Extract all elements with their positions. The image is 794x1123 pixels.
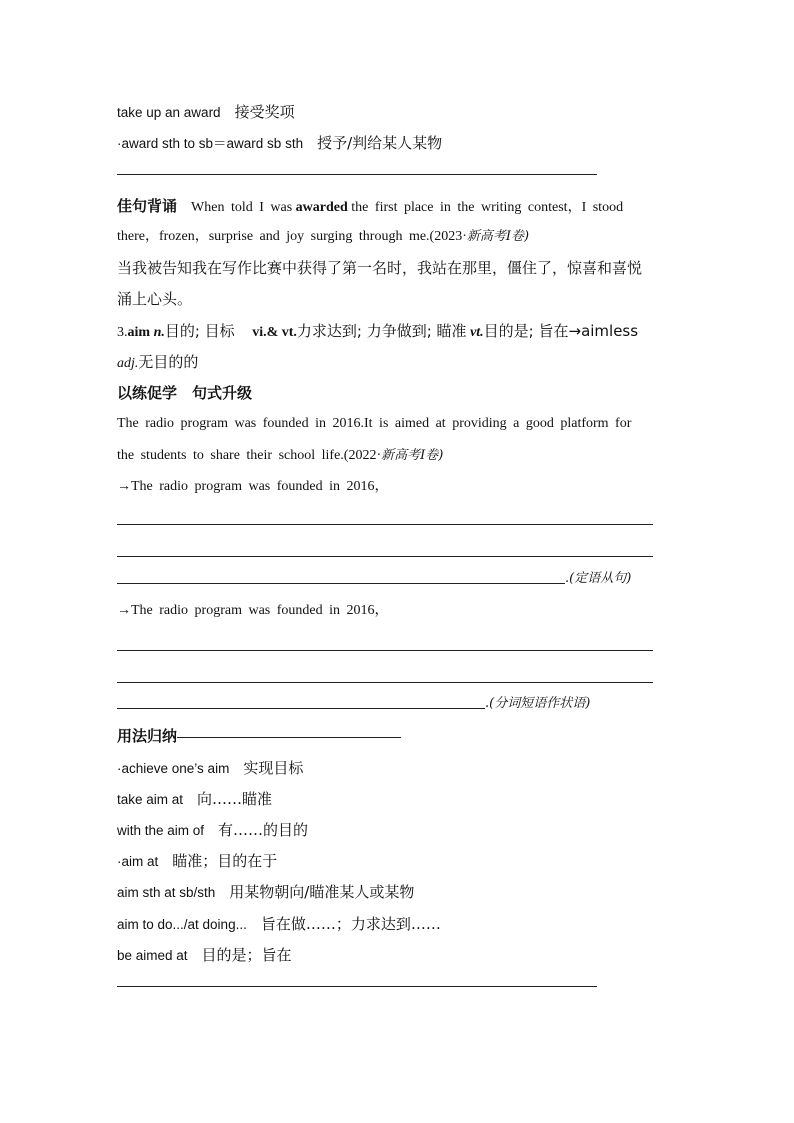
usage-meaning: 接受奖项 bbox=[234, 103, 295, 121]
translation-text: 当我被告知我在写作比赛中获得了第一名时，我站在那里，僵住了，惊喜和喜悦 bbox=[117, 259, 643, 277]
usage-summary-title: 用法归纳 bbox=[117, 727, 178, 745]
sentence-translation bbox=[117, 289, 192, 311]
definition: 目的是; 旨在→aimless bbox=[483, 322, 639, 340]
heading-rule bbox=[177, 737, 401, 738]
sentence-translation bbox=[117, 258, 642, 280]
usage-meaning: 旨在做……；力求达到…… bbox=[260, 915, 441, 933]
rewrite-prompt-2 bbox=[117, 601, 389, 621]
answer-line-with-note bbox=[117, 569, 631, 589]
sentence-text: there，frozen，surprise and joy surging through me.(2023· bbox=[117, 229, 467, 244]
source-note: 新高考Ⅰ卷) bbox=[381, 448, 444, 463]
grammar-note: .(定语从句) bbox=[565, 571, 632, 586]
usage-phrase: ·achieve one’s aim bbox=[117, 761, 230, 776]
part-of-speech: vt. bbox=[470, 325, 484, 340]
usage-item bbox=[117, 758, 303, 780]
usage-meaning: 向……瞄准 bbox=[197, 790, 273, 808]
usage-phrase: be aimed at bbox=[117, 948, 188, 963]
usage-phrase: take aim at bbox=[117, 792, 184, 807]
answer-blank[interactable] bbox=[117, 694, 485, 709]
practice-text: the students to share their school life.(2022· bbox=[117, 448, 382, 463]
usage-item bbox=[117, 102, 295, 124]
usage-meaning: 瞄准；目的在于 bbox=[172, 852, 278, 870]
answer-line[interactable] bbox=[117, 682, 653, 683]
usage-item bbox=[117, 914, 441, 936]
usage-phrase: ·award sth to sb＝award sb sth bbox=[117, 136, 304, 151]
grammar-note: .(分词短语作状语) bbox=[485, 696, 591, 711]
practice-label: 以练促学 句式升级 bbox=[117, 384, 253, 402]
usage-phrase: with the aim of bbox=[117, 823, 205, 838]
usage-item bbox=[117, 851, 277, 873]
usage-phrase: take up an award bbox=[117, 105, 221, 120]
practice-sentence bbox=[117, 414, 631, 434]
rewrite-prompt-1 bbox=[117, 477, 389, 497]
usage-summary-heading bbox=[117, 726, 401, 748]
entry-number: 3. bbox=[117, 325, 128, 340]
practice-heading bbox=[117, 383, 252, 405]
usage-meaning: 有……的目的 bbox=[218, 821, 309, 839]
source-note: 新高考Ⅰ卷) bbox=[466, 229, 530, 244]
prompt-text: →The radio program was founded in 2016， bbox=[117, 603, 389, 618]
highlight-word: awarded bbox=[295, 200, 348, 215]
sentence-line-1 bbox=[117, 196, 677, 218]
usage-item bbox=[117, 133, 442, 155]
answer-line-with-note bbox=[117, 694, 590, 714]
usage-item bbox=[117, 945, 292, 967]
usage-meaning: 目的是；旨在 bbox=[201, 946, 292, 964]
headword: aim bbox=[127, 325, 151, 340]
vocab-entry-aim bbox=[117, 321, 638, 343]
usage-phrase: aim to do.../at doing... bbox=[117, 917, 247, 932]
usage-item bbox=[117, 789, 272, 811]
usage-item bbox=[117, 882, 414, 904]
definition: 力求达到; 力争做到; 瞄准 bbox=[296, 322, 467, 340]
practice-sentence bbox=[117, 446, 443, 466]
part-of-speech: adj. bbox=[117, 356, 139, 371]
sentence-text: the first place in the writing contest，I stood bbox=[351, 200, 624, 215]
prompt-text: →The radio program was founded in 2016， bbox=[117, 479, 389, 494]
definition: 无目的的 bbox=[138, 353, 199, 371]
answer-line[interactable] bbox=[117, 650, 653, 651]
answer-line[interactable] bbox=[117, 556, 653, 557]
translation-text: 涌上心头。 bbox=[117, 290, 193, 308]
sentence-text: When told I was bbox=[191, 200, 293, 215]
usage-meaning: 实现目标 bbox=[243, 759, 304, 777]
usage-meaning: 授予/判给某人某物 bbox=[317, 134, 443, 152]
answer-line[interactable] bbox=[117, 524, 653, 525]
usage-meaning: 用某物朝向/瞄准某人或某物 bbox=[229, 883, 415, 901]
usage-phrase: aim sth at sb/sth bbox=[117, 885, 216, 900]
section-divider bbox=[117, 174, 597, 175]
sentence-label: 佳句背诵 bbox=[117, 197, 178, 215]
part-of-speech: n. bbox=[153, 325, 165, 340]
sentence-line-2 bbox=[117, 227, 529, 247]
usage-phrase: ·aim at bbox=[117, 854, 159, 869]
practice-text: The radio program was founded in 2016.It is aimed at providing a good platform for bbox=[117, 416, 632, 431]
answer-blank[interactable] bbox=[117, 569, 565, 584]
usage-item bbox=[117, 820, 308, 842]
definition: 目的; 目标 bbox=[164, 322, 235, 340]
section-divider bbox=[117, 986, 597, 987]
part-of-speech: vi.& vt. bbox=[252, 325, 297, 340]
vocab-entry-derivative bbox=[117, 352, 198, 374]
